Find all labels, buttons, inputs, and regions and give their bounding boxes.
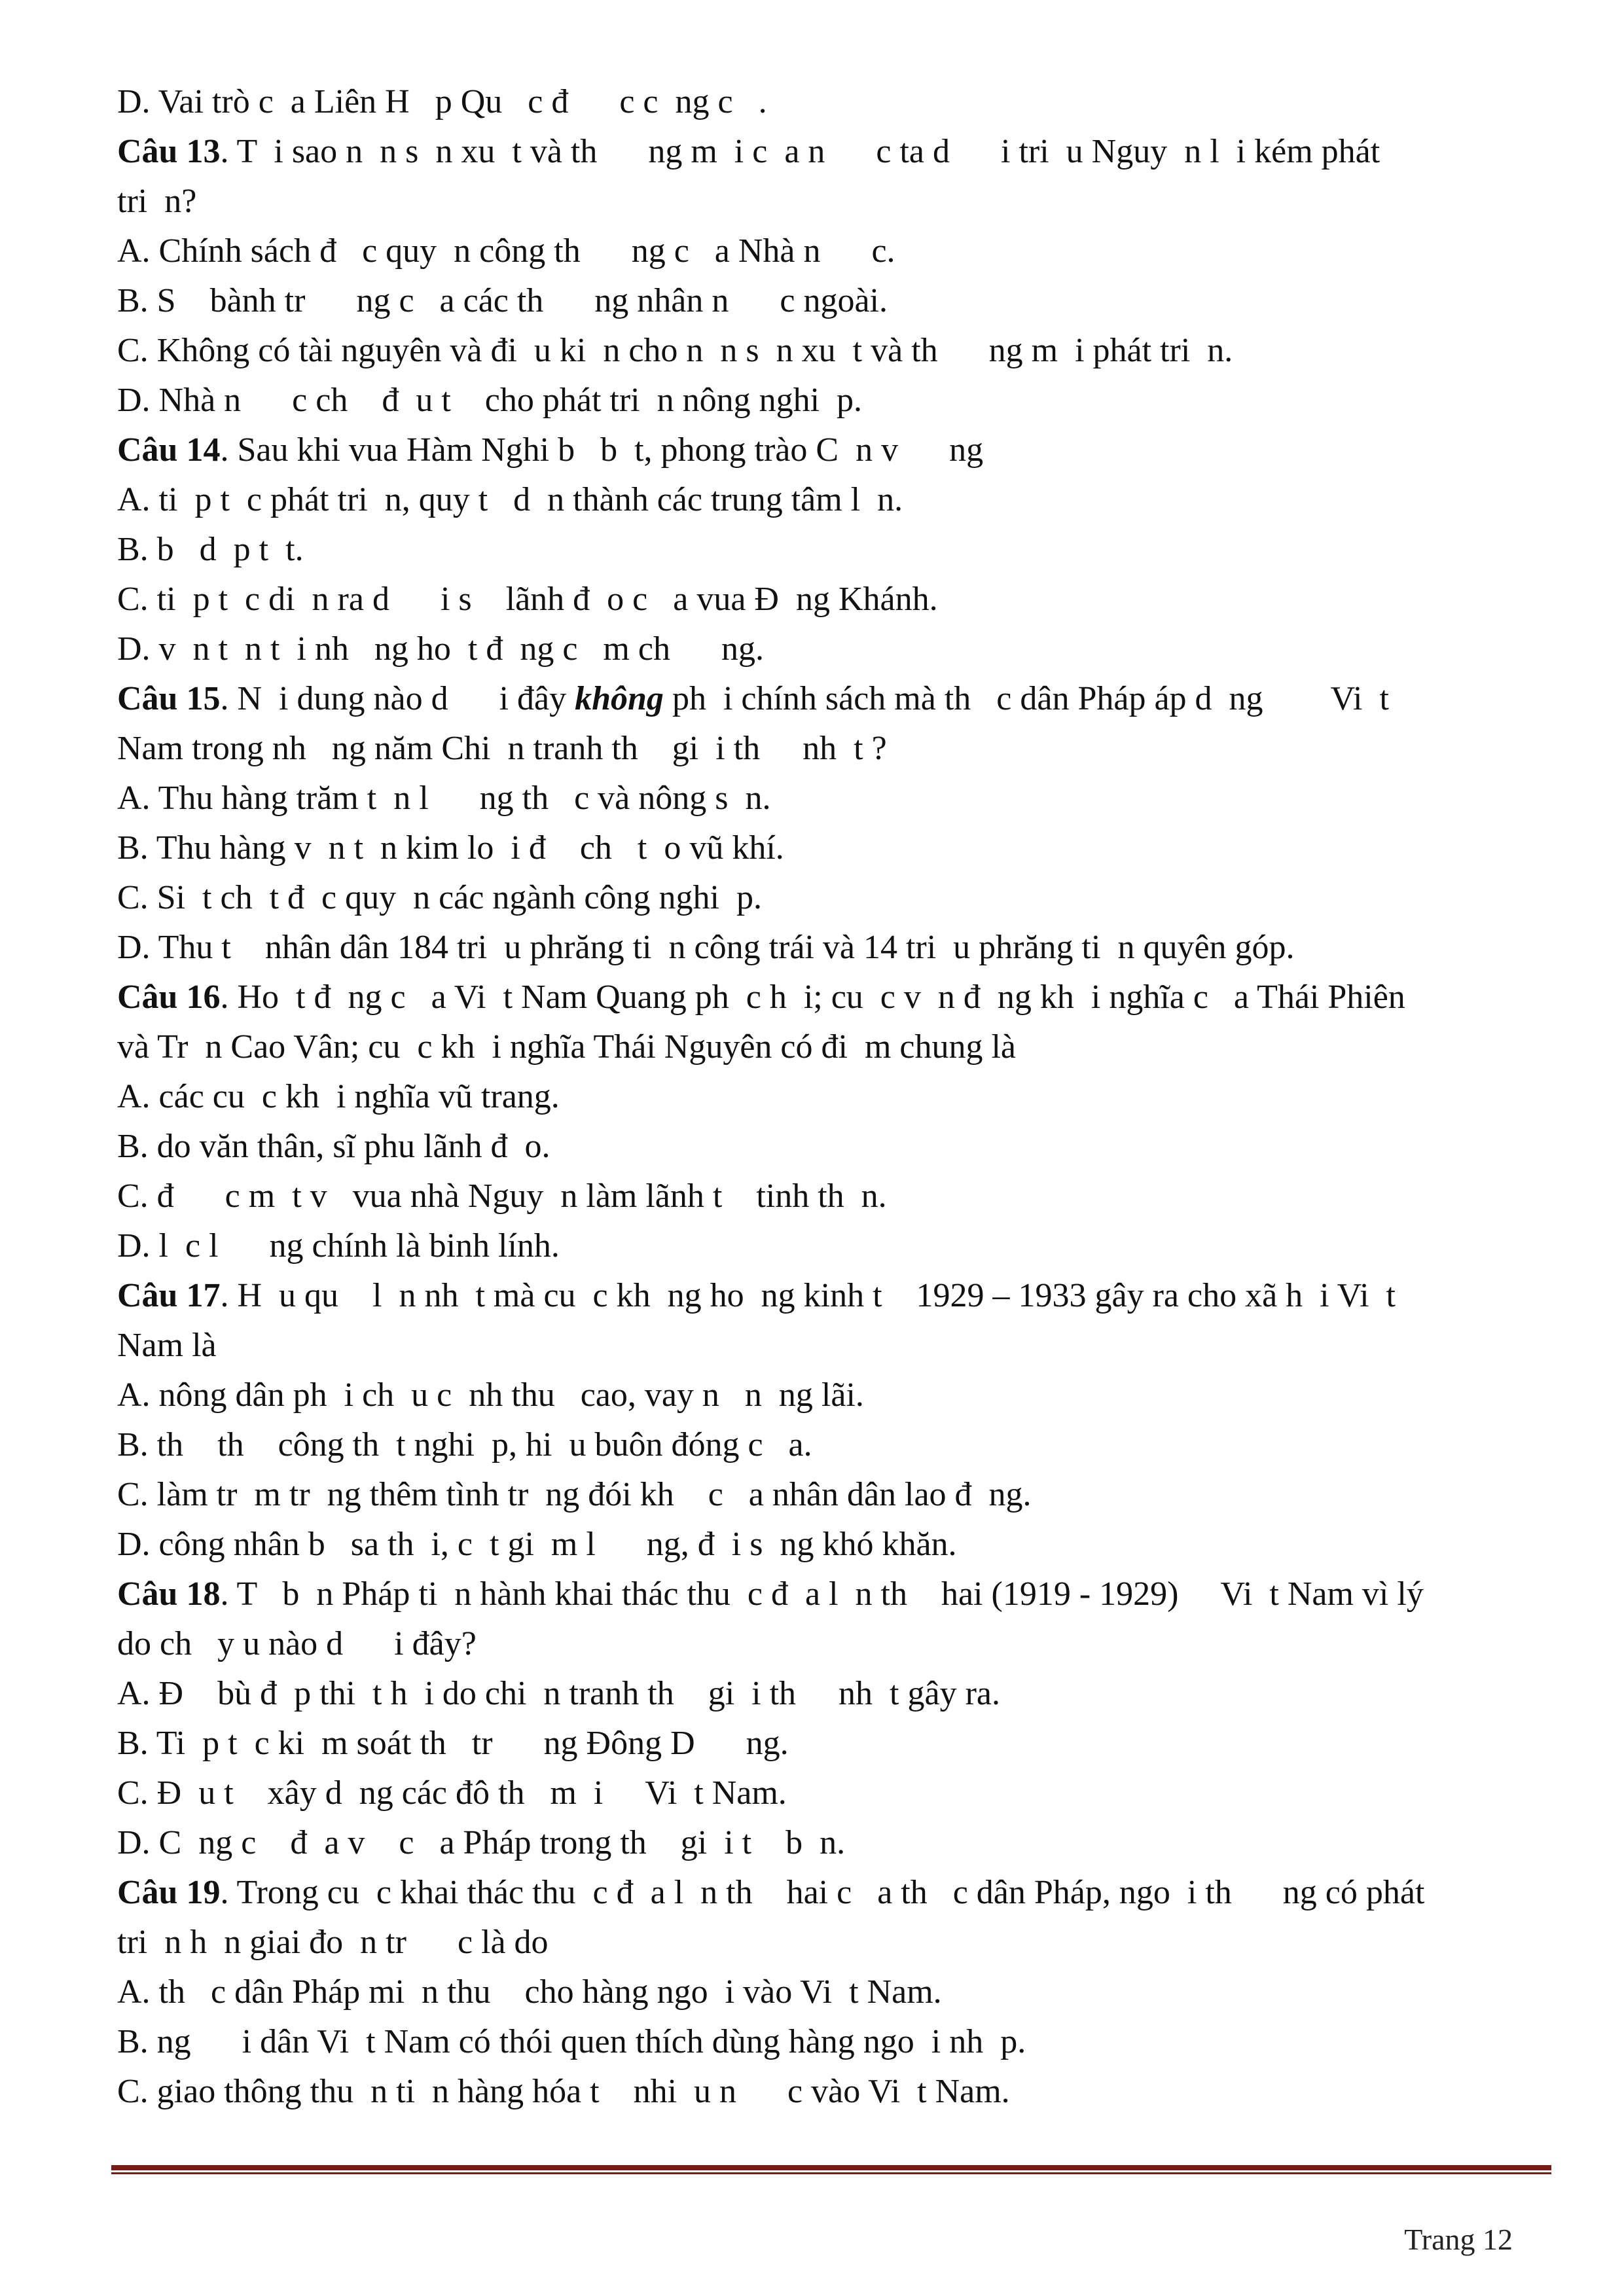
question-17-stem-cont: Nam là: [117, 1327, 217, 1364]
q16-option-b: B. do văn thân, sĩ phu lãnh đ o.: [117, 1128, 550, 1165]
q13-option-b: B. S bành tr ng c a các th ng nhân n c ngoài.: [117, 282, 888, 319]
page-number: Trang 12: [1404, 2223, 1513, 2256]
question-16-number: Câu 16: [117, 978, 221, 1016]
question-17-text: . H u qu l n nh t mà cu c kh ng ho ng kinh t 1929 – 1933 gây ra cho xã h i Vi t: [220, 1277, 1396, 1314]
question-13-text: . T i sao n n s n xu t và th ng m i c a n c ta d i tri u Nguy n l i kém phát: [220, 133, 1380, 170]
q13-option-a: A. Chính sách đ c quy n công th ng c a Nhà n c.: [117, 232, 895, 270]
document-body: [117, 77, 1546, 2117]
q15-option-d: D. Thu t nhân dân 184 tri u phrăng ti n công trái và 14 tri u phrăng ti n quyên góp.: [117, 929, 1295, 966]
question-18-stem: [117, 1570, 1546, 1619]
q17-option-b: B. th th công th t nghi p, hi u buôn đóng c a.: [117, 1426, 812, 1463]
question-19-text: . Trong cu c khai thác thu c đ a l n th hai c a th c dân Pháp, ngo i th ng có phát: [220, 1874, 1425, 1911]
question-19-stem-cont: tri n h n giai đo n tr c là do: [117, 1924, 549, 1961]
q17-option-a: A. nông dân ph i ch u c nh thu cao, vay n n ng lãi.: [117, 1376, 864, 1414]
question-17-stem: [117, 1271, 1546, 1321]
q18-option-a: A. Đ bù đ p thi t h i do chi n tranh th gi i th nh t gây ra.: [117, 1675, 1000, 1712]
q19-option-c: C. giao thông thu n ti n hàng hóa t nhi u n c vào Vi t Nam.: [117, 2073, 1010, 2110]
footer-divider-thick: [111, 2165, 1551, 2170]
q16-option-d: D. l c l ng chính là binh lính.: [117, 1227, 560, 1265]
q18-option-b: B. Ti p t c ki m soát th tr ng Đông D ng.: [117, 1725, 789, 1762]
question-16-stem-cont: và Tr n Cao Vân; cu c kh i nghĩa Thái Nguyên có đi m chung là: [117, 1028, 1016, 1066]
q17-option-d: D. công nhân b sa th i, c t gi m l ng, đ i s ng khó khăn.: [117, 1526, 957, 1563]
question-15-text-part1: . N i dung nào d i đây: [220, 680, 575, 717]
question-16-stem: [117, 973, 1546, 1022]
q17-option-c: C. làm tr m tr ng thêm tình tr ng đói kh c a nhân dân lao đ ng.: [117, 1476, 1032, 1513]
q15-option-c: C. Si t ch t đ c quy n các ngành công nghi p.: [117, 879, 762, 916]
question-18-text: . T b n Pháp ti n hành khai thác thu c đ a l n th hai (1919 - 1929) Vi t Nam vì lý: [220, 1575, 1424, 1613]
q18-option-d: D. C ng c đ a v c a Pháp trong th gi i t b n.: [117, 1824, 846, 1861]
q19-option-b: B. ng i dân Vi t Nam có thói quen thích dùng hàng ngo i nh p.: [117, 2023, 1026, 2060]
question-13-number: Câu 13: [117, 133, 221, 170]
q18-option-c: C. Đ u t xây d ng các đô th m i Vi t Nam.: [117, 1774, 787, 1812]
q14-option-a: A. ti p t c phát tri n, quy t d n thành các trung tâm l n.: [117, 481, 903, 518]
q13-option-d: D. Nhà n c ch đ u t cho phát tri n nông nghi p.: [117, 382, 863, 419]
question-15-emphasis: không: [575, 680, 664, 717]
question-19-stem: [117, 1868, 1546, 1918]
q16-option-c: C. đ c m t v vua nhà Nguy n làm lãnh t tinh th n.: [117, 1177, 887, 1215]
q19-option-a: A. th c dân Pháp mi n thu cho hàng ngo i vào Vi t Nam.: [117, 1973, 942, 2011]
question-13-stem-cont: tri n?: [117, 183, 197, 220]
question-15-stem: [117, 674, 1546, 724]
q14-option-b: B. b d p t t.: [117, 531, 304, 568]
question-14-stem: [117, 425, 1546, 475]
question-19-number: Câu 19: [117, 1874, 221, 1911]
question-18-stem-cont: do ch y u nào d i đây?: [117, 1625, 477, 1662]
question-15-text-part2: ph i chính sách mà th c dân Pháp áp d ng Vi t: [663, 680, 1389, 717]
question-13-stem: [117, 127, 1546, 177]
question-15-number: Câu 15: [117, 680, 221, 717]
question-14-text: . Sau khi vua Hàm Nghi b b t, phong trào C n v ng: [220, 431, 984, 469]
footer-divider-thin: [111, 2172, 1551, 2174]
q14-option-d: D. v n t n t i nh ng ho t đ ng c m ch ng.: [117, 630, 764, 668]
q14-option-c: C. ti p t c di n ra d i s lãnh đ o c a vua Đ ng Khánh.: [117, 581, 938, 618]
footer-divider: [111, 2165, 1551, 2177]
q16-option-a: A. các cu c kh i nghĩa vũ trang.: [117, 1078, 560, 1115]
q15-option-a: A. Thu hàng trăm t n l ng th c và nông s n.: [117, 780, 771, 817]
q13-option-c: C. Không có tài nguyên và đi u ki n cho n n s n xu t và th ng m i phát tri n.: [117, 332, 1233, 369]
q12-option-d: D. Vai trò c a Liên H p Qu c đ c c ng c .: [117, 83, 767, 120]
question-15-stem-cont: Nam trong nh ng năm Chi n tranh th gi i th nh t ?: [117, 730, 887, 767]
question-18-number: Câu 18: [117, 1575, 221, 1613]
question-17-number: Câu 17: [117, 1277, 221, 1314]
question-14-number: Câu 14: [117, 431, 221, 469]
question-16-text: . Ho t đ ng c a Vi t Nam Quang ph c h i; cu c v n đ ng kh i nghĩa c a Thái Phiên: [220, 978, 1405, 1016]
q15-option-b: B. Thu hàng v n t n kim lo i đ ch t o vũ khí.: [117, 829, 784, 867]
